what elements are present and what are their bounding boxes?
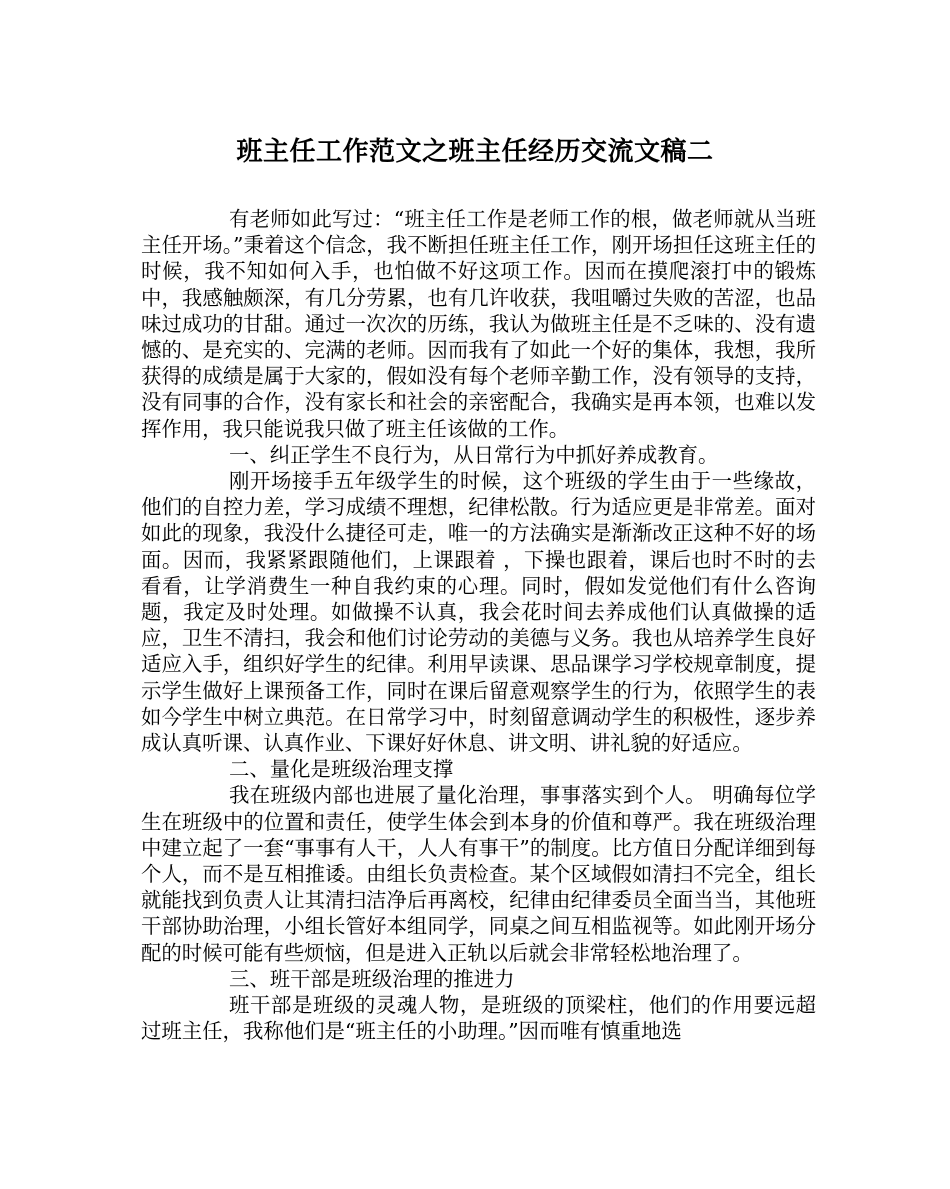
section-heading-1: 一、纠正学生不良行为，从日常行为中抓好养成教育。 [229,442,719,467]
paragraph-section-3: 班干部是班级的灵魂人物，是班级的顶梁柱，他们的作用要远超过班主任，我称他们是“班主任的小助理。”因而唯有慎重地选 [141,993,816,1044]
paragraph-intro: 有老师如此写过：“班主任工作是老师工作的根，做老师就从当班主任开场。”秉着这个信念，我不断担任班主任工作，刚开场担任这班主任的时候，我不知如何入手，也怕做不好这项工作。因而在摸爬滚打中的锻炼中，我感触颇深，有几分劳累，也有几许收获，我咀嚼过失败的苦涩，也品味过成功的甘甜。通过一次次的历练，我认为做班主任是不乏味的、没有遗憾的、是充实的、完满的老师。因而我有了如此一个好的集体，我想，我所获得的成绩是属于大家的，假如没有每个老师辛勤工作，没有领导的支持，没有同事的合作，没有家长和社会的亲密配合，我确实是再本领，也难以发挥作用，我只能说我只做了班主任该做的工作。 [141,207,816,441]
section-heading-2: 二、量化是班级治理支撑 [229,757,454,782]
document-body [141,206,816,1045]
paragraph-section-1: 刚开场接手五年级学生的时候，这个班级的学生由于一些缘故，他们的自控力差，学习成绩不理想，纪律松散。行为适应更是非常差。面对如此的现象，我没什么捷径可走，唯一的方法确实是渐渐改正这种不好的场面。因而，我紧紧跟随他们，上课跟着 ，下操也跟着，课后也时不时的去看看，让学消费生一种自我约束的心理。同时，假如发觉他们有什么咨询题，我定及时处理。如做操不认真，我会花时间去养成他们认真做操的适应，卫生不清扫，我会和他们讨论劳动的美德与义务。我也从培养学生良好适应入手，组织好学生的纪律。利用早读课、思品课学习学校规章制度，提示学生做好上课预备工作，同时在课后留意观察学生的行为，依照学生的表如今学生中树立典范。在日常学习中，时刻留意调动学生的积极性，逐步养成认真听课、认真作业、下课好好休息、讲文明、讲礼貌的好适应。 [141,469,816,756]
document-title: 班主任工作范文之班主任经历交流文稿二 [236,137,714,167]
section-heading-3: 三、班干部是班级治理的推进力 [229,966,515,991]
paragraph-section-2: 我在班级内部也进展了量化治理，事事落实到个人。 明确每位学生在班级中的位置和责任，使学生体会到本身的价值和尊严。我在班级治理中建立起了一套“事事有人干，人人有事干”的制度。比方值日分配详细到每个人，而不是互相推诿。由组长负责检查。某个区域假如清扫不完全，组长就能找到负责人让其清扫洁净后再离校，纪律由纪律委员全面当当，其他班干部协助治理，小组长管好本组同学，同桌之间互相监视等。如此刚开场分配的时候可能有些烦恼，但是进入正轨以后就会非常轻松地治理了。 [141,783,816,965]
